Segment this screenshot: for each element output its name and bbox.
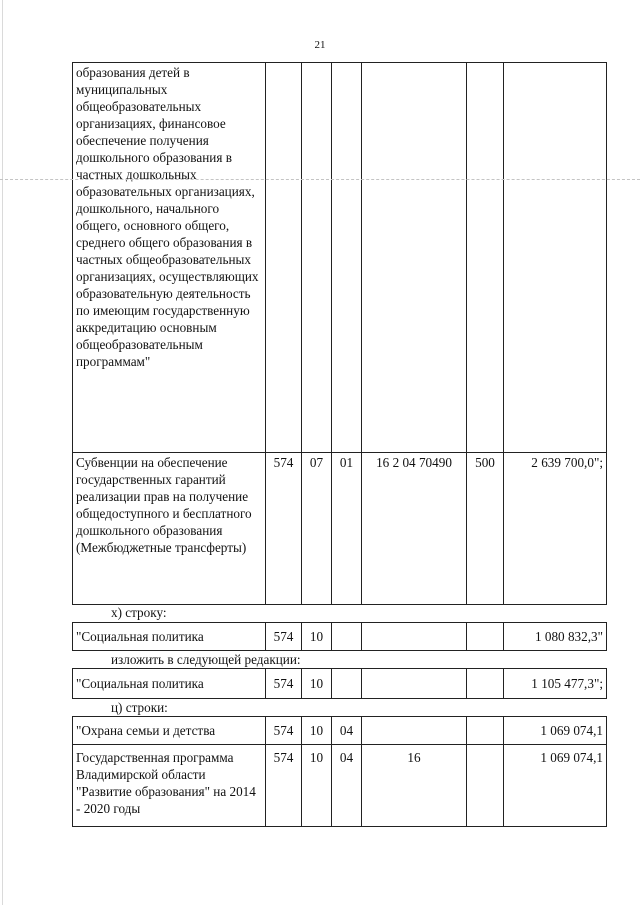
- note-x-rows: х) строку:: [111, 605, 167, 620]
- sum-cell: 1 105 477,3";: [504, 669, 607, 699]
- vr-cell: [467, 717, 504, 745]
- csr-cell: [362, 669, 467, 699]
- table-row: [73, 63, 607, 453]
- page-number: 21: [314, 39, 326, 51]
- row-name-cell: Государственная программа Владимирской области "Развитие образования" на 2014 - 2020 годы: [73, 745, 266, 827]
- vr-cell: 500: [467, 453, 504, 605]
- rz-cell: 10: [302, 669, 332, 699]
- row-name-cell: "Охрана семьи и детства: [73, 717, 266, 745]
- rz-cell: 07: [302, 453, 332, 605]
- csr-cell: [362, 717, 467, 745]
- rz-cell: [302, 63, 332, 453]
- ved-cell: [266, 63, 302, 453]
- note-ts-rows: ц) строки:: [111, 700, 168, 715]
- table-row: [73, 669, 607, 699]
- family-childhood-table: [72, 716, 607, 827]
- sum-cell: 1 080 832,3": [504, 623, 607, 651]
- vr-cell: [467, 623, 504, 651]
- pr-cell: 01: [332, 453, 362, 605]
- sum-cell: 1 069 074,1: [504, 745, 607, 827]
- csr-cell: 16: [362, 745, 467, 827]
- row-name-cell: "Социальная политика: [73, 623, 266, 651]
- ved-cell: 574: [266, 623, 302, 651]
- csr-cell: 16 2 04 70490: [362, 453, 467, 605]
- scan-margin-line: [2, 0, 3, 905]
- ved-cell: 574: [266, 745, 302, 827]
- table-row: [73, 745, 607, 827]
- ved-cell: 574: [266, 669, 302, 699]
- row-name-cell: Субвенции на обеспечение государственных гарантий реализации прав на получение общедоступного и бесплатного дошкольного образования (Межбюджетные трансферты): [73, 453, 266, 605]
- sum-cell: [504, 63, 607, 453]
- pr-cell: [332, 63, 362, 453]
- sum-cell: 1 069 074,1: [504, 717, 607, 745]
- rz-cell: 10: [302, 745, 332, 827]
- vr-cell: [467, 669, 504, 699]
- row-name-cell: образования детей в муниципальных общеобразовательных организациях, финансовое обеспечение получения дошкольного образования в частных дошкольных образовательных организациях, дошкольного, начального общего, основного общего, среднего общего образования в частных общеобразовательных организациях, осуществляющих образовательную деятельность по имеющим государственную аккредитацию основным общеобразовательным программам": [73, 63, 266, 453]
- sum-cell: 2 639 700,0";: [504, 453, 607, 605]
- note-replace: изложить в следующей редакции:: [111, 652, 301, 667]
- table-row: [73, 623, 607, 651]
- ved-cell: 574: [266, 453, 302, 605]
- table-row: [73, 717, 607, 745]
- row-name-cell: "Социальная политика: [73, 669, 266, 699]
- rz-cell: 10: [302, 623, 332, 651]
- social-policy-old-table: [72, 622, 607, 651]
- pr-cell: 04: [332, 745, 362, 827]
- csr-cell: [362, 623, 467, 651]
- pr-cell: [332, 623, 362, 651]
- pr-cell: [332, 669, 362, 699]
- table-row: [73, 453, 607, 605]
- pr-cell: 04: [332, 717, 362, 745]
- social-policy-new-table: [72, 668, 607, 699]
- rz-cell: 10: [302, 717, 332, 745]
- scan-dashed-line: [0, 179, 640, 180]
- ved-cell: 574: [266, 717, 302, 745]
- budget-table-continuation: [72, 62, 607, 605]
- csr-cell: [362, 63, 467, 453]
- vr-cell: [467, 745, 504, 827]
- vr-cell: [467, 63, 504, 453]
